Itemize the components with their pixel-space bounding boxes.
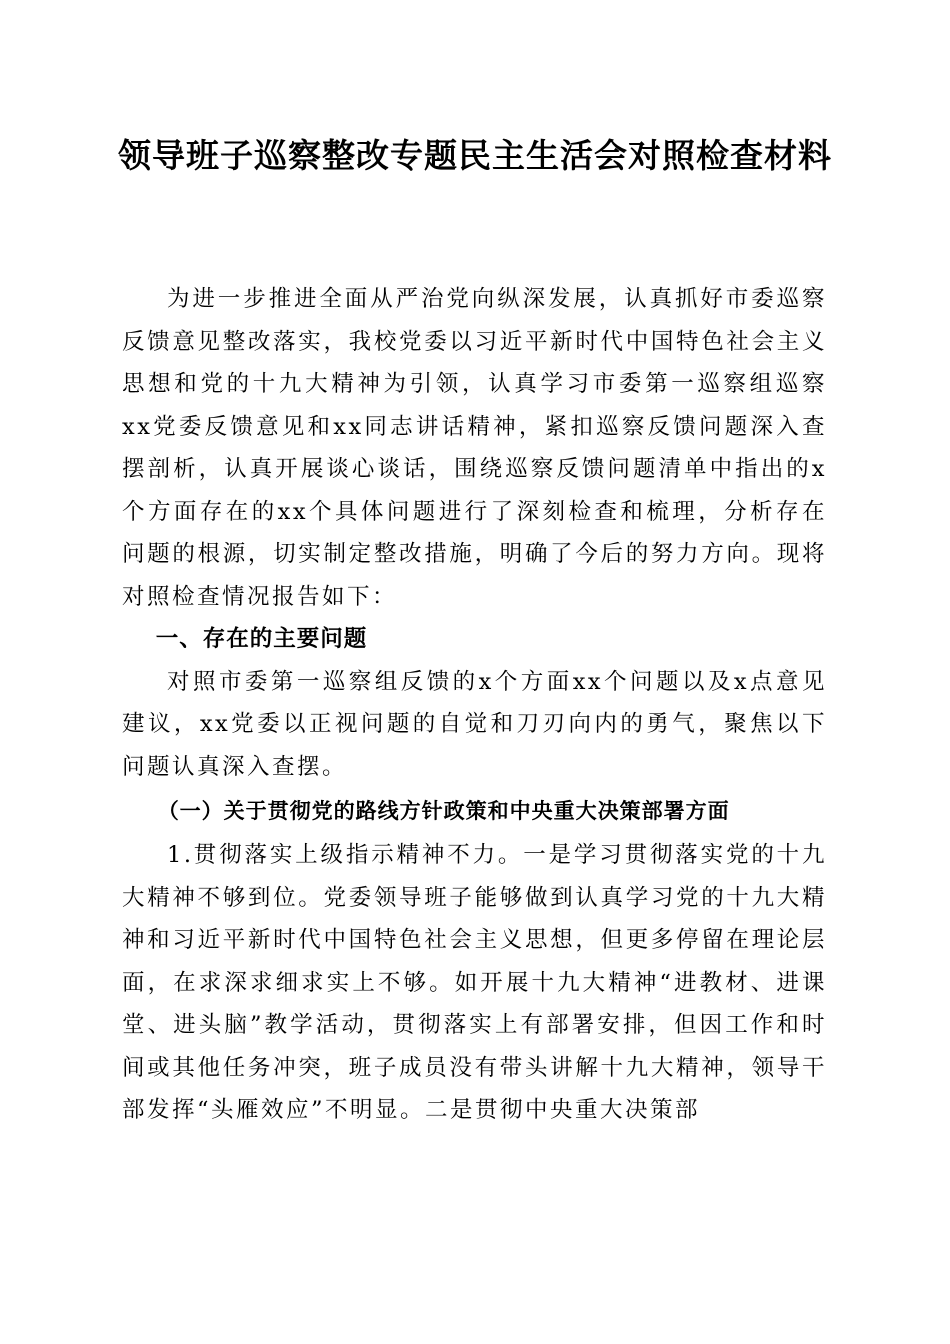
- document-title: 领导班子巡察整改专题民主生活会对照检查材料: [118, 136, 832, 175]
- subsection-heading: （一）关于贯彻党的路线方针政策和中央重大决策部署方面: [157, 798, 730, 823]
- document-body: [122, 278, 827, 1132]
- section-intro-paragraph: 对照市委第一巡察组反馈的x个方面xx个问题以及x点意见建议，xx党委以正视问题的自觉和刀刃向内的勇气，聚焦以下问题认真深入查摆。: [122, 668, 827, 780]
- item-paragraph: 1.贯彻落实上级指示精神不力。一是学习贯彻落实党的十九大精神不够到位。党委领导班子能够做到认真学习党的十九大精神和习近平新时代中国特色社会主义思想，但更多停留在理论层面，在求深求细求实上不够。如开展十九大精神“进教材、进课堂、进头脑”教学活动，贯彻落实上有部署安排，但因工作和时间或其他任务冲突，班子成员没有带头讲解十九大精神，领导干部发挥“头雁效应”不明显。二是贯彻中央重大决策部: [122, 842, 827, 1123]
- section-heading: 一、存在的主要问题: [155, 626, 368, 652]
- intro-paragraph: 为进一步推进全面从严治党向纵深发展，认真抓好市委巡察反馈意见整改落实，我校党委以习近平新时代中国特色社会主义思想和党的十九大精神为引领，认真学习市委第一巡察组巡察xx党委反馈意见和xx同志讲话精神，紧扣巡察反馈问题深入查摆剖析，认真开展谈心谈话，围绕巡察反馈问题清单中指出的x个方面存在的xx个具体问题进行了深刻检查和梳理，分析存在问题的根源，切实制定整改措施，明确了今后的努力方向。现将对照检查情况报告如下：: [122, 286, 827, 610]
